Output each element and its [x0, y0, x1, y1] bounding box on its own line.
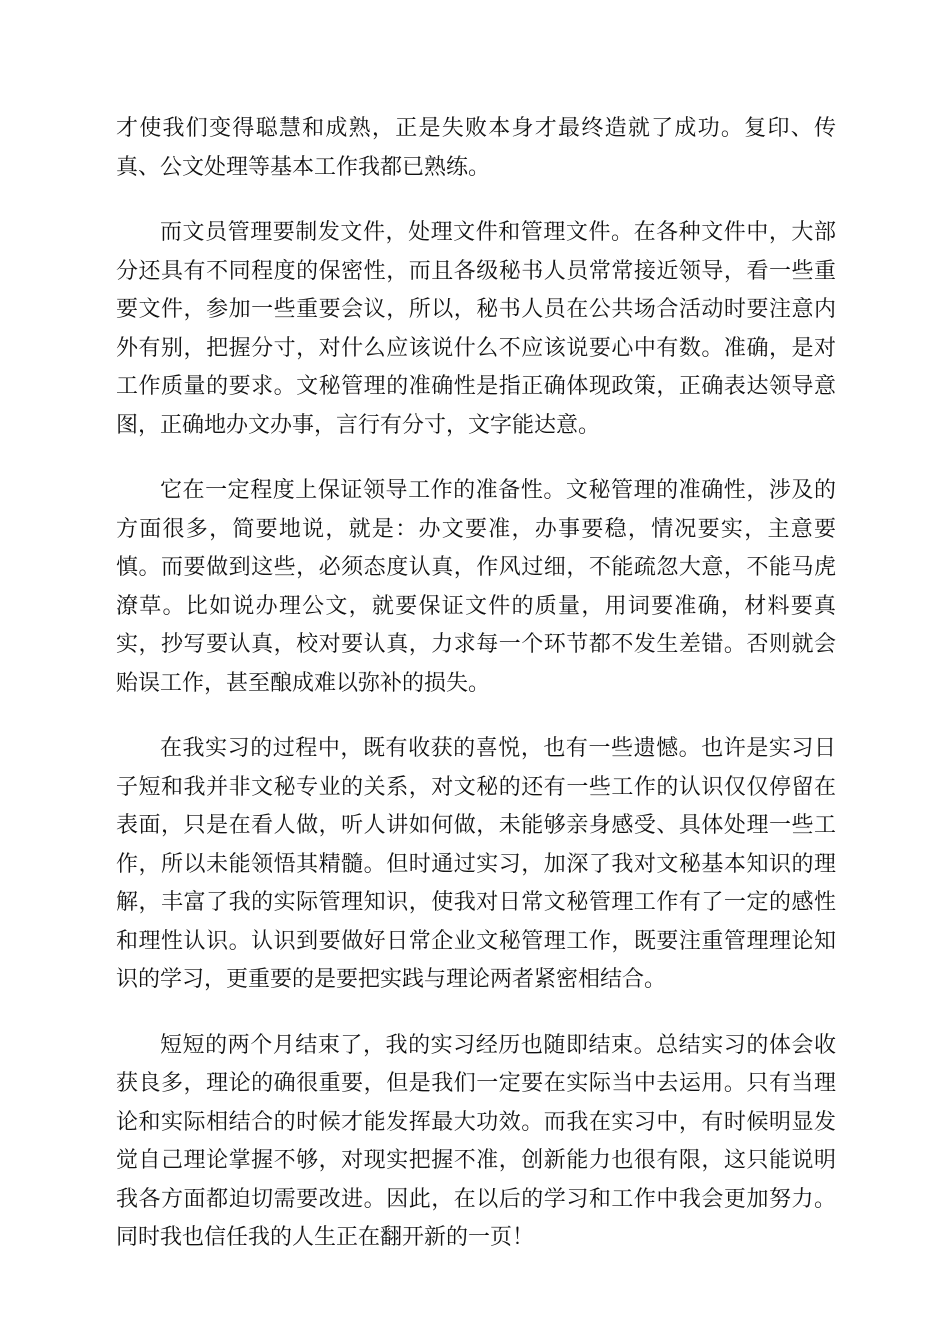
paragraph-accuracy: 它在一定程度上保证领导工作的准备性。文秘管理的准确性，涉及的方面很多，简要地说，就是：办文要准，办事要稳，情况要实，主意要慎。而要做到这些，必须态度认真，作风过细，不能疏忽大意，不能马虎潦草。比如说办理公文，就要保证文件的质量，用词要准确，材料要真实，抄写要认真，校对要认真，力求每一个环节都不发生差错。否则就会贻误工作，甚至酿成难以弥补的损失。	[116, 478, 836, 696]
document-body	[116, 110, 836, 1258]
paragraph-document-management: 而文员管理要制发文件，处理文件和管理文件。在各种文件中，大部分还具有不同程度的保密性，而且各级秘书人员常常接近领导，看一些重要文件，参加一些重要会议，所以，秘书人员在公共场合活动时要注意内外有别，把握分寸，对什么应该说什么不应该说要心中有数。准确，是对工作质量的要求。文秘管理的准确性是指正确体现政策，正确表达领导意图，正确地办文办事，言行有分寸，文字能达意。	[116, 220, 836, 438]
paragraph-conclusion: 短短的两个月结束了，我的实习经历也随即结束。总结实习的体会收获良多，理论的确很重要，但是我们一定要在实际当中去运用。只有当理论和实际相结合的时候才能发挥最大功效。而我在实习中，有时候明显发觉自己理论掌握不够，对现实把握不准，创新能力也很有限，这只能说明我各方面都迫切需要改进。因此，在以后的学习和工作中我会更加努力。同时我也信任我的人生正在翻开新的一页！	[116, 1032, 836, 1250]
paragraph-internship-reflection: 在我实习的过程中，既有收获的喜悦，也有一些遗憾。也许是实习日子短和我并非文秘专业的关系，对文秘的还有一些工作的认识仅仅停留在表面，只是在看人做，听人讲如何做，未能够亲身感受、具体处理一些工作，所以未能领悟其精髓。但时通过实习，加深了我对文秘基本知识的理解，丰富了我的实际管理知识，使我对日常文秘管理工作有了一定的感性和理性认识。认识到要做好日常企业文秘管理工作，既要注重管理理论知识的学习，更重要的是要把实践与理论两者紧密相结合。	[116, 736, 836, 992]
paragraph-continuation: 才使我们变得聪慧和成熟，正是失败本身才最终造就了成功。复印、传真、公文处理等基本工作我都已熟练。	[116, 116, 836, 180]
